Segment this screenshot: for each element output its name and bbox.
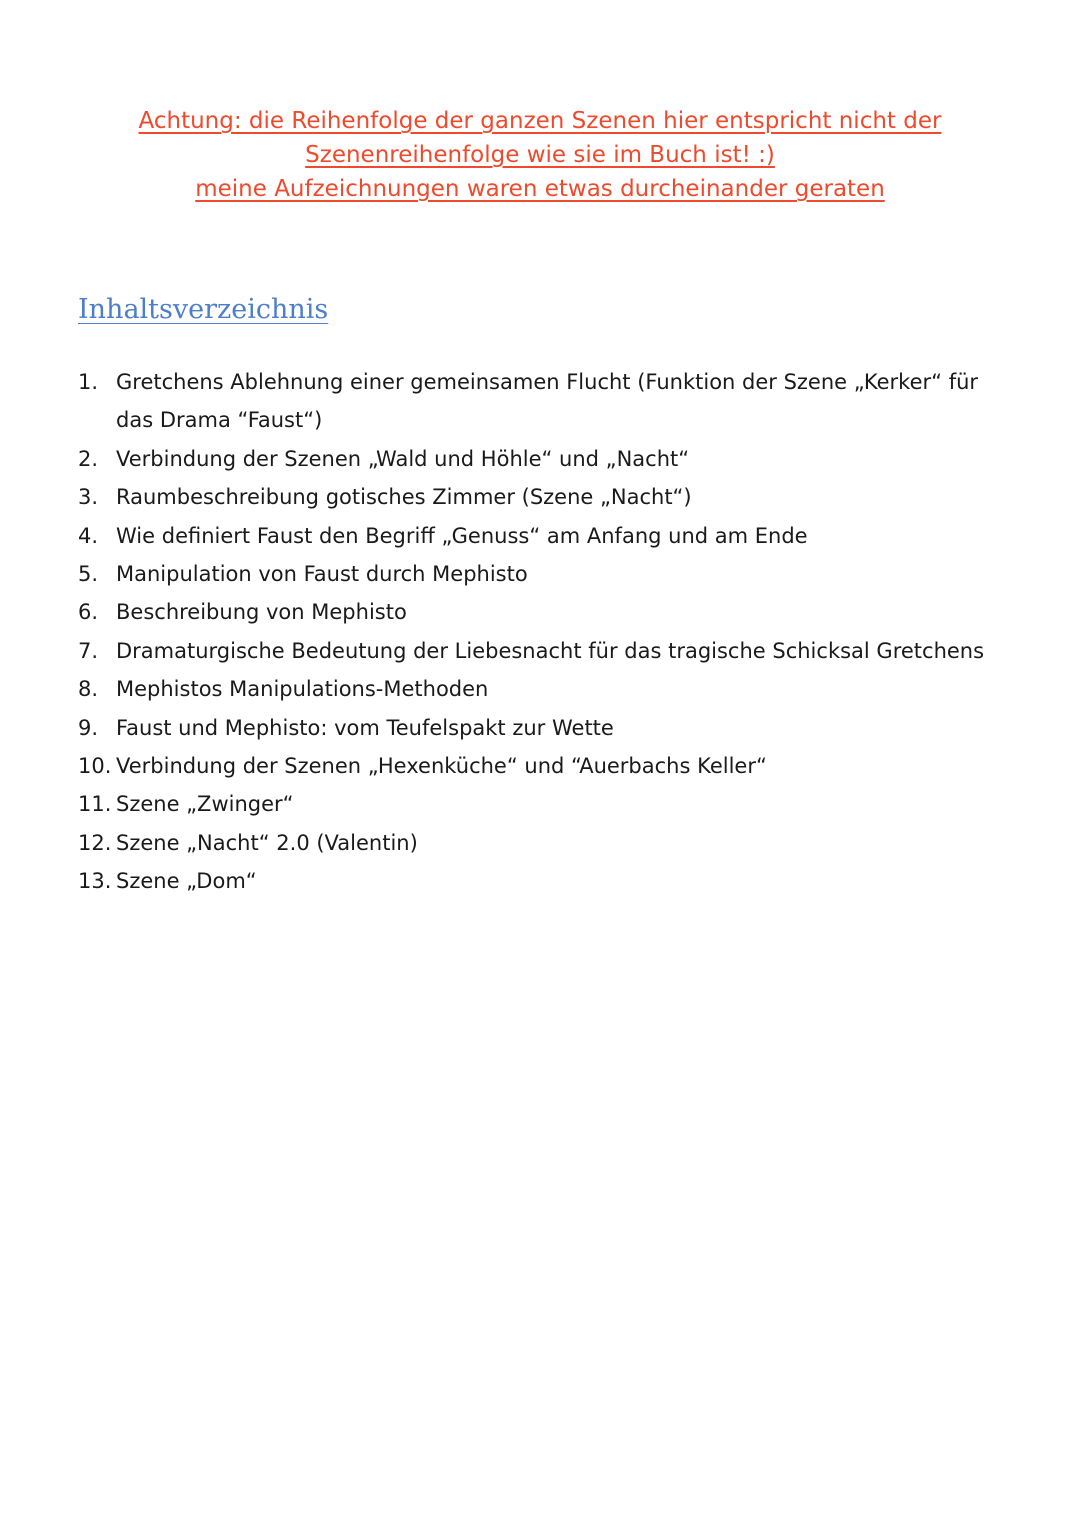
toc-item-title: Manipulation von Faust durch Mephisto bbox=[116, 562, 528, 587]
toc-item-number: 11. bbox=[78, 792, 112, 817]
toc-item bbox=[78, 632, 1008, 670]
toc-item-title: Verbindung der Szenen „Wald und Höhle“ und „Nacht“ bbox=[116, 446, 690, 471]
toc-item bbox=[78, 555, 1008, 593]
toc-item-title: Dramaturgische Bedeutung der Liebesnacht für das tragische Schicksal Gretchens bbox=[116, 638, 985, 663]
toc-item-title: Szene „Nacht“ 2.0 (Valentin) bbox=[116, 830, 418, 855]
toc-item-number: 13. bbox=[78, 869, 112, 894]
toc-item-title: Verbindung der Szenen „Hexenküche“ und “Auerbachs Keller“ bbox=[116, 754, 767, 779]
toc-item bbox=[78, 785, 1008, 823]
toc-item bbox=[78, 824, 1008, 862]
toc-item-number: 3. bbox=[78, 485, 99, 510]
toc-item bbox=[78, 709, 1008, 747]
toc-item-number: 7. bbox=[78, 638, 99, 663]
toc-item-title: Mephistos Manipulations-Methoden bbox=[116, 677, 489, 702]
toc-item-title: Gretchens Ablehnung einer gemeinsamen Flucht (Funktion der Szene „Kerker“ für das Drama “Faust“) bbox=[116, 370, 979, 433]
table-of-contents bbox=[78, 363, 1008, 901]
toc-item bbox=[78, 478, 1008, 516]
toc-item-number: 6. bbox=[78, 600, 99, 625]
toc-item-title: Szene „Dom“ bbox=[116, 869, 257, 894]
order-warning-line-2: Szenenreihenfolge wie sie im Buch ist! :) bbox=[305, 142, 775, 168]
toc-item bbox=[78, 363, 1008, 440]
toc-item bbox=[78, 440, 1008, 478]
toc-item-number: 2. bbox=[78, 446, 99, 471]
order-warning-line-1: Achtung: die Reihenfolge der ganzen Szenen hier entspricht nicht der bbox=[138, 108, 942, 134]
toc-item-number: 1. bbox=[78, 370, 99, 394]
toc-item bbox=[78, 593, 1008, 631]
toc-item-number: 10. bbox=[78, 754, 112, 779]
order-warning-line-3: meine Aufzeichnungen waren etwas durcheinander geraten bbox=[195, 176, 885, 202]
toc-item-title: Faust und Mephisto: vom Teufelspakt zur Wette bbox=[116, 715, 614, 740]
toc-item-title: Szene „Zwinger“ bbox=[116, 792, 294, 817]
toc-item bbox=[78, 517, 1008, 555]
toc-item-title: Beschreibung von Mephisto bbox=[116, 600, 407, 625]
toc-item bbox=[78, 862, 1008, 900]
toc-item-number: 8. bbox=[78, 677, 99, 702]
toc-item-number: 4. bbox=[78, 523, 99, 548]
toc-item-title: Wie definiert Faust den Begriff „Genuss“ am Anfang und am Ende bbox=[116, 523, 808, 548]
order-warning-note bbox=[0, 104, 1080, 206]
toc-item-number: 12. bbox=[78, 830, 112, 855]
toc-item-number: 5. bbox=[78, 562, 99, 587]
toc-item bbox=[78, 747, 1008, 785]
toc-item-title: Raumbeschreibung gotisches Zimmer (Szene „Nacht“) bbox=[116, 485, 692, 510]
toc-heading: Inhaltsverzeichnis bbox=[78, 294, 329, 325]
toc-item-number: 9. bbox=[78, 715, 99, 740]
toc-item bbox=[78, 670, 1008, 708]
